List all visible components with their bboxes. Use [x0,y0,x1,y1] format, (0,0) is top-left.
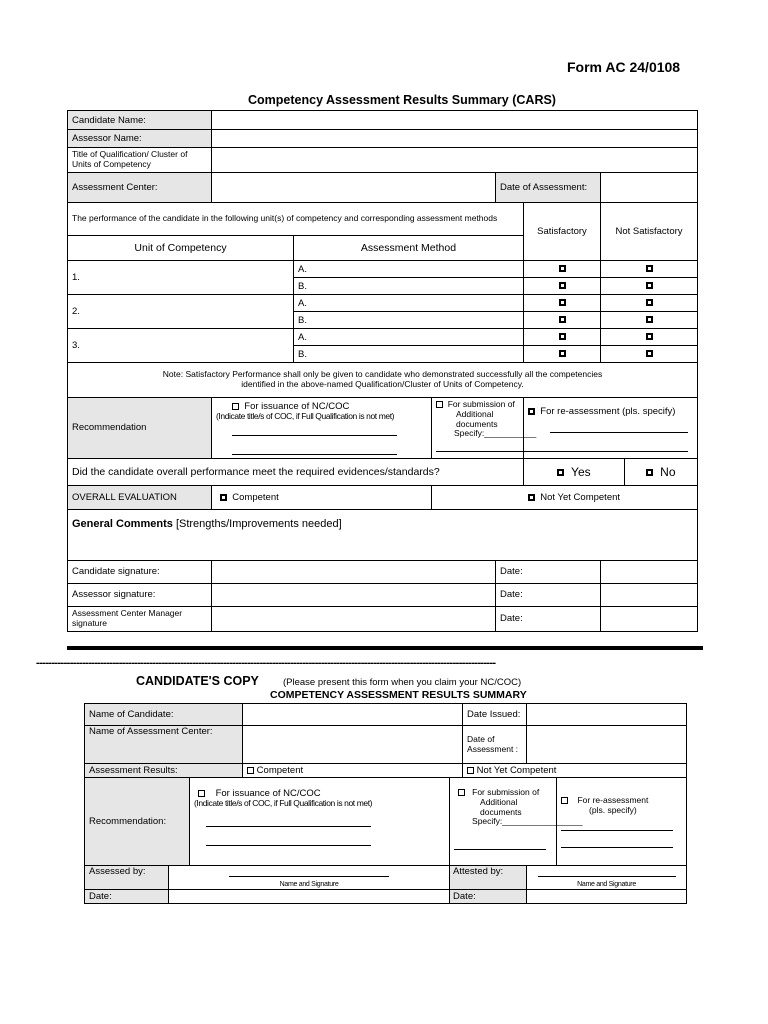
satisfactory-checkbox[interactable] [559,282,566,289]
rec-reassessment-cell [524,398,698,459]
copy-date-issued-label: Date Issued: [463,704,527,726]
copy-issuance-checkbox[interactable] [198,790,205,797]
general-comments-hint: [Strengths/Improvements needed] [175,517,342,530]
assessor-signature-label: Assessor signature: [68,583,212,606]
copy-date-of-assessment-label: Date of Assessment : [463,726,527,764]
copy-submission-checkbox[interactable] [458,789,465,796]
competent-option[interactable]: Competent [212,485,432,509]
copy-rec-issuance-cell [190,778,450,866]
not-yet-competent-checkbox[interactable] [528,494,535,501]
copy-rec-issuance-label: For issuance of NC/COC [215,788,321,799]
center-manager-date-field[interactable] [601,606,698,631]
no-checkbox[interactable] [646,469,653,476]
cut-line: ------------------------------------------------------------------------------------------------------------------------------------------------------ [36,657,496,669]
general-comments-heading: General Comments [72,517,173,530]
date-of-assessment-field[interactable] [601,173,698,203]
method-a-2: A. [294,295,524,312]
yes-checkbox[interactable] [557,469,564,476]
unit-row-1: 1. [68,261,294,295]
method-a-1: A. [294,261,524,278]
not-satisfactory-checkbox[interactable] [646,350,653,357]
method-b-3: B. [294,346,524,363]
candidate-name-field[interactable] [212,111,698,130]
copy-name-label: Name of Candidate: [85,704,243,726]
copy-reassessment-checkbox[interactable] [561,797,568,804]
form-title: Competency Assessment Results Summary (CARS) [248,93,556,107]
qualification-label: Title of Qualification/ Cluster of Units of Competency [68,148,212,173]
copy-rec-submission-cell [450,778,583,866]
date-label: Date: [496,606,601,631]
overall-eval-label: OVERALL EVALUATION [68,485,212,509]
not-satisfactory-checkbox[interactable] [646,265,653,272]
copy-center-field[interactable] [243,726,463,764]
note [68,363,698,398]
copy-assessed-name-signature: Name and Signature [279,881,339,888]
copy-competent-option[interactable]: Competent [243,764,463,778]
candidate-signature-label: Candidate signature: [68,560,212,583]
satisfactory-checkbox[interactable] [559,350,566,357]
copy-rec-submission-line-1: For submission of [472,787,540,797]
copy-subtitle: COMPETENCY ASSESSMENT RESULTS SUMMARY [270,689,527,701]
copy-competent-checkbox[interactable] [247,767,254,774]
qualification-field[interactable] [212,148,698,173]
copy-table [84,703,687,904]
unit-row-2: 2. [68,295,294,329]
copy-heading: CANDIDATE'S COPY [136,674,259,688]
candidate-signature-field[interactable] [212,560,496,583]
copy-attested-name-signature: Name and Signature [577,881,636,888]
satisfactory-checkbox[interactable] [559,299,566,306]
copy-name-field[interactable] [243,704,463,726]
copy-note: (Please present this form when you claim your NC/COC) [283,677,522,688]
copy-date-label: Date: [85,890,169,904]
date-label: Date: [496,583,601,606]
main-form-table [67,110,698,632]
not-satisfactory-checkbox[interactable] [646,333,653,340]
copy-attested-by-label: Attested by: [450,866,527,890]
copy-date-of-assessment-field[interactable] [527,726,687,764]
copy-rec-issuance-note: (Indicate title/s of COC, if Full Qualification is not met) [194,798,373,808]
recommendation-label: Recommendation [68,398,212,459]
unit-row-3: 3. [68,329,294,363]
submission-checkbox[interactable] [436,401,443,408]
yes-option[interactable]: Yes [524,458,625,485]
rec-specify: Specify:___________ [454,428,537,439]
copy-results-label: Assessment Results: [85,764,243,778]
performance-text: The performance of the candidate in the following unit(s) of competency and corresponding assessment methods [68,203,524,236]
assessor-date-field[interactable] [601,583,698,606]
not-yet-competent-option[interactable]: Not Yet Competent [432,485,698,509]
assessor-name-field[interactable] [212,130,698,148]
copy-not-yet-competent-option[interactable]: Not Yet Competent [463,764,687,778]
assessment-center-label: Assessment Center: [68,173,212,203]
center-manager-signature-field[interactable] [212,606,496,631]
rec-reassessment-label: For re-assessment (pls. specify) [540,406,676,417]
copy-rec-specify: Specify:_________________ [472,816,583,827]
center-manager-signature-label: Assessment Center Manager signature [68,606,212,631]
date-of-assessment-label: Date of Assessment: [496,173,601,203]
method-b-1: B. [294,278,524,295]
not-satisfactory-checkbox[interactable] [646,282,653,289]
note-line-1: Note: Satisfactory Performance shall only be given to candidate who demonstrated successfully all the competencies [162,369,603,380]
not-satisfactory-header: Not Satisfactory [601,203,698,261]
copy-date-issued-field[interactable] [527,704,687,726]
general-comments[interactable] [68,509,698,560]
assessment-center-field[interactable] [212,173,496,203]
competent-checkbox[interactable] [220,494,227,501]
rec-issuance-cell [212,398,432,459]
method-a-3: A. [294,329,524,346]
method-b-2: B. [294,312,524,329]
copy-assessed-date-field[interactable] [169,890,450,904]
copy-not-yet-competent-checkbox[interactable] [467,767,474,774]
copy-rec-reassessment-note: (pls. specify) [589,804,637,815]
rec-submission-line-2: Additional documents [456,408,498,429]
reassessment-checkbox[interactable] [528,408,535,415]
method-col-header: Assessment Method [294,236,524,261]
overall-question: Did the candidate overall performance meet the required evidences/standards? [68,458,524,485]
copy-rec-submission-line-2: Additional documents [480,796,522,817]
candidate-date-field[interactable] [601,560,698,583]
candidate-name-label: Candidate Name: [68,111,212,130]
rec-submission-line-1: For submission of [447,399,515,409]
assessor-signature-field[interactable] [212,583,496,606]
copy-rec-reassessment-label: For re-assessment [577,795,649,805]
rec-issuance-note: (Indicate title/s of COC, if Full Qualification is not met) [216,411,395,421]
satisfactory-checkbox[interactable] [559,316,566,323]
not-satisfactory-checkbox[interactable] [646,299,653,306]
copy-recommendation-label: Recommendation: [85,778,190,866]
satisfactory-header: Satisfactory [524,203,601,261]
copy-attested-date-field[interactable] [527,890,687,904]
copy-attested-by-field[interactable] [527,866,687,890]
assessor-name-label: Assessor Name: [68,130,212,148]
satisfactory-checkbox[interactable] [559,333,566,340]
divider-thick [67,646,703,650]
copy-assessed-by-field[interactable] [169,866,450,890]
no-option[interactable]: No [625,458,698,485]
satisfactory-checkbox[interactable] [559,265,566,272]
rec-submission-cell [432,398,537,459]
copy-center-label: Name of Assessment Center: [85,726,243,764]
copy-assessed-by-label: Assessed by: [85,866,169,890]
copy-date-label: Date: [450,890,527,904]
not-satisfactory-checkbox[interactable] [646,316,653,323]
issuance-checkbox[interactable] [232,403,239,410]
rec-issuance-label: For issuance of NC/COC [244,401,350,412]
note-line-2: identified in the above-named Qualification/Cluster of Units of Competency. [241,379,524,389]
form-code: Form AC 24/0108 [567,59,681,75]
unit-col-header: Unit of Competency [68,236,294,261]
date-label: Date: [496,560,601,583]
